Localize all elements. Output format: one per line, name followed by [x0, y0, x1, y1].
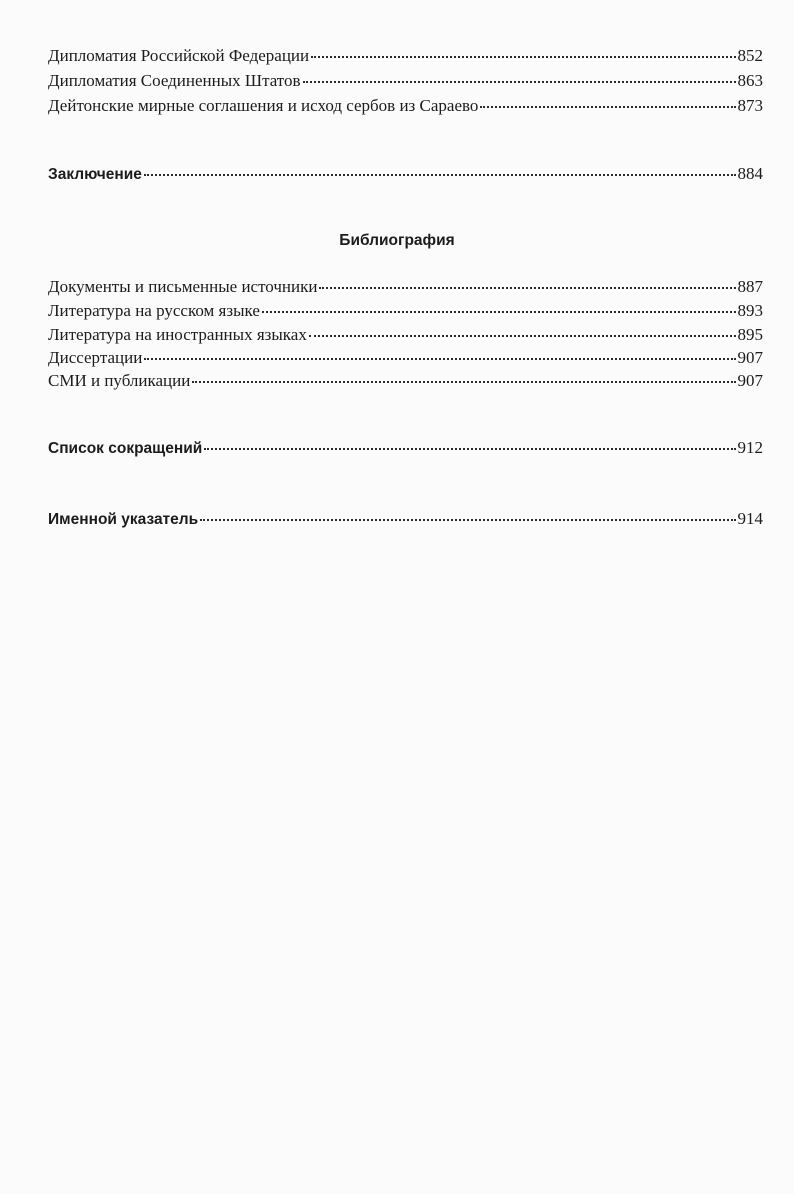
toc-entry-page: 907: [737, 348, 763, 367]
toc-entry: [48, 95, 763, 117]
toc-entry: [48, 347, 763, 369]
toc-entry-page: 893: [737, 301, 763, 320]
leader-dots: [192, 381, 735, 383]
toc-entry: [48, 300, 763, 322]
leader-dots: [144, 358, 735, 360]
toc-entry-title: Диссертации: [48, 348, 143, 367]
toc-entry-name-index: [48, 508, 763, 531]
leader-dots: [200, 519, 735, 521]
leader-dots: [480, 106, 735, 108]
toc-entry-page: 852: [737, 46, 763, 65]
toc-entry: [48, 370, 763, 392]
toc-entry-title: Заключение: [48, 166, 142, 183]
toc-entry: [48, 324, 763, 346]
leader-dots: [204, 448, 735, 450]
toc-entry-page: 907: [737, 371, 763, 390]
toc-entry-page: 884: [737, 164, 763, 183]
toc-entry-conclusion: [48, 163, 763, 186]
toc-entry: [48, 70, 763, 92]
toc-entry-title: Именной указатель: [48, 511, 199, 528]
toc-entry-title: Литература на русском языке: [48, 301, 260, 320]
toc-entry-abbreviations: [48, 437, 763, 460]
toc-entry-title: Дейтонские мирные соглашения и исход сербов из Сараево: [48, 96, 479, 115]
toc-entry-page: 863: [737, 71, 763, 90]
toc-entry-title: Документы и письменные источники: [48, 277, 318, 296]
toc-entry-page: 895: [737, 325, 763, 344]
leader-dots: [303, 81, 736, 83]
toc-entry: [48, 276, 763, 298]
leader-dots: [262, 311, 736, 313]
toc-entry-title: Список сокращений: [48, 440, 203, 457]
toc-entry-title: Литература на иностранных языках: [48, 325, 307, 344]
bibliography-heading: Библиография: [339, 232, 455, 249]
toc-entry-title: Дипломатия Российской Федерации: [48, 46, 310, 65]
toc-entry-page: 914: [737, 509, 763, 528]
leader-dots: [319, 287, 735, 289]
toc-entry-page: 887: [737, 277, 763, 296]
toc-entry-title: СМИ и публикации: [48, 371, 191, 390]
toc-entry-page: 912: [737, 438, 763, 457]
leader-dots: [311, 56, 735, 58]
leader-dots: [309, 335, 736, 337]
toc-entry-page: 873: [737, 96, 763, 115]
toc-entry-title: Дипломатия Соединенных Штатов: [48, 71, 301, 90]
leader-dots: [144, 174, 736, 176]
toc-entry: [48, 45, 763, 67]
